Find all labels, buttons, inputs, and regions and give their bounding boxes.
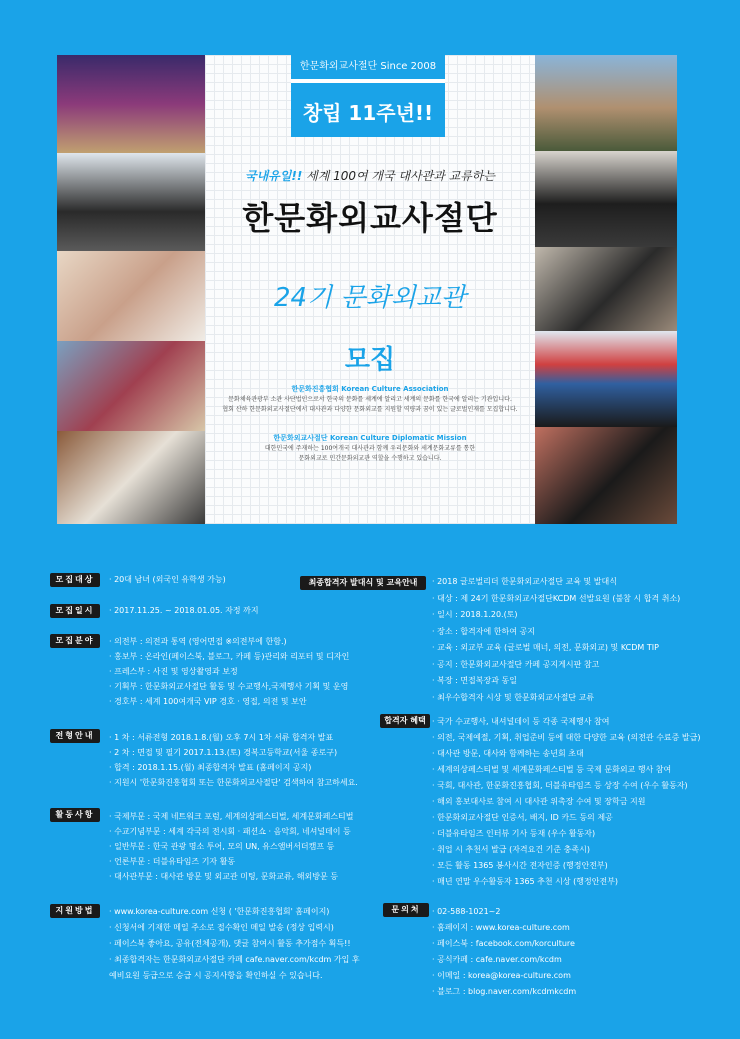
- org-desc-kca: [205, 395, 535, 415]
- section-target: [109, 574, 226, 586]
- facebook-link[interactable]: · 페이스북 : facebook.com/korculture: [432, 939, 575, 948]
- info-line: · 국가 수교행사, 내셔널데이 등 각종 국제행사 참여: [432, 717, 610, 726]
- info-line: · 지원시 '한문화진흥협회 또는 한문화외교사절단' 검색하여 참고하세요.: [109, 778, 358, 787]
- embassy-photo: [535, 247, 677, 331]
- info-line: · 취업 시 추천서 발급 (자격요건 기준 충족시): [432, 845, 590, 854]
- section-apply: [109, 904, 360, 984]
- info-line: · 세계의상페스티벌 및 세계문화페스티벌 등 국제 문화외교 행사 참여: [432, 765, 672, 774]
- recruit-title: 모집: [344, 345, 396, 375]
- info-line: · 신청서에 기재한 메일 주소로 접수확인 메일 발송 (정상 입력시): [109, 923, 334, 932]
- blog-link[interactable]: · 블로그 : blog.naver.com/kcdmkcdm: [432, 987, 577, 996]
- section-period: [109, 605, 259, 617]
- label-selection: 전형안내: [50, 729, 100, 743]
- info-line: · 프레스부 : 사진 및 영상촬영과 보정: [109, 667, 238, 676]
- label-fields: 모집분야: [50, 634, 100, 648]
- info-line: · 홍보부 : 온라인(페이스북, 블로그, 카페 등)관리와 리포터 및 디자인: [109, 652, 350, 661]
- desc-line: 문화체육관광부 소관 사단법인으로서 한국의 문화를 세계에 알리고 세계의 문화를 한국에 알리는 기관입니다.: [228, 396, 512, 403]
- anniversary-banner: 창립 11주년!!: [291, 79, 445, 137]
- right-photo-column: [535, 55, 677, 524]
- info-line: · 의전, 국제예절, 기획, 취업준비 등에 대한 다양한 교육 (의전관 수료증 발급): [432, 733, 701, 742]
- lineup-photo: [535, 427, 677, 524]
- info-line: · 대상 : 제 24기 한문화외교사절단KCDM 선발요원 (불참 시 합격 취소): [432, 593, 681, 603]
- poster-center: [205, 55, 535, 524]
- info-line: · 언론부문 : 더블유타임즈 기자 활동: [109, 857, 236, 866]
- info-line: · 1 차 : 서류전형 2018.1.8.(월) 오후 7시 1차 서류 합격자 발표: [109, 733, 334, 742]
- info-line: · 2018 글로벌리더 한문화외교사절단 교육 및 발대식: [432, 577, 617, 586]
- section-fields: [109, 634, 349, 709]
- group-photo: [57, 153, 205, 251]
- poster: [57, 55, 677, 524]
- study-photo: [57, 251, 205, 341]
- info-line: · www.korea-culture.com 신청 ( '한문화진흥협회' 홈페이지): [109, 907, 330, 916]
- label-apply: 지원방법: [50, 904, 100, 918]
- outdoor-photo: [535, 55, 677, 151]
- info-line: · 국제부문 : 국제 네트워크 포럼, 세계의상페스티벌, 세계문화페스티벌: [109, 812, 354, 821]
- info-line: · 페이스북 좋아요, 공유(전체공개), 댓글 참여시 활동 추가점수 획득!!: [109, 939, 351, 948]
- label-activities: 활동사항: [50, 808, 100, 822]
- info-line: · 대사관 방문, 대사와 함께하는 송년회 초대: [432, 749, 584, 758]
- label-period: 모집일시: [50, 604, 100, 618]
- info-line: · 2 차 : 면접 및 필기 2017.1.13.(토) 경복고등학교(서울 종로구): [109, 748, 338, 757]
- info-line: · 일시 : 2018.1.20.(토): [432, 610, 518, 619]
- ceremony-photo: [57, 55, 205, 153]
- label-contact: 문의처: [383, 903, 429, 917]
- org-desc-kcdm: [205, 444, 535, 464]
- poster-title: 한문화외교사절단: [242, 199, 498, 237]
- info-line: · 교육 : 외교부 교육 (글로벌 매너, 의전, 문화외교) 및 KCDM TIP: [432, 643, 659, 652]
- info-line: · 기획부 : 한문화외교사절단 활동 및 수교행사,국제행사 기획 및 운영: [109, 682, 349, 691]
- info-line: · 일반부문 : 한국 관광 명소 투어, 모의 UN, 유스앰버서더캠프 등: [109, 842, 335, 851]
- section-orientation: [432, 574, 680, 706]
- info-line: · 모든 활동 1365 봉사시간 전자인증 (행정안전부): [432, 861, 608, 870]
- phone-number: · 02-588-1021~2: [432, 907, 501, 916]
- poster-subtitle: [205, 167, 535, 184]
- team-photo: [535, 151, 677, 247]
- subtitle-highlight: 국내유일!!: [244, 169, 303, 183]
- info-line: · 의전부 : 의전과 통역 (영어면접 ※의전부에 한함.): [109, 637, 287, 646]
- section-contact: [432, 904, 576, 1000]
- info-line: · 국회, 대사관, 한문화진흥협회, 더블유타임즈 등 상장 수여 (우수 활동자): [432, 781, 688, 790]
- info-line: · 매년 연말 우수활동자 1365 추천 시상 (행정안전부): [432, 877, 619, 886]
- info-line: 예비요원 등급으로 승급 시 공지사항을 확인하실 수 있습니다.: [109, 971, 323, 980]
- meeting-photo: [57, 431, 205, 524]
- info-line: · 수교기념부문 : 세계 각국의 전시회 · 패션쇼 · 음악회, 네셔널데이 등: [109, 827, 351, 836]
- cohort-title: 24기 문화외교관: [273, 283, 467, 313]
- info-line: · 공지 : 한문화외교사절단 카페 공지게시판 참고: [432, 659, 600, 669]
- desc-line: 협회 산하 한문화외교사절단에서 대사관과 다양한 문화외교를 지원할 역량과 꿈이 있는 글로벌인재를 모집합니다.: [222, 406, 518, 413]
- since-banner: 한문화외교사절단 Since 2008: [291, 55, 445, 79]
- section-benefits: [432, 714, 701, 890]
- cafe-link[interactable]: · 공식카페 : cafe.naver.com/kcdm: [432, 955, 562, 964]
- info-line: · 합격 : 2018.1.15.(월) 최종합격자 발표 (홈페이지 공지): [109, 763, 312, 772]
- email-link[interactable]: · 이메일 : korea@korea-culture.com: [432, 971, 571, 980]
- org-name-kca: 한문화진흥협회 Korean Culture Association: [291, 385, 449, 393]
- label-orientation: 최종합격자 발대식 및 교육안내: [300, 576, 426, 590]
- desc-line: 대한민국에 주재하는 100여개국 대사관과 함께 우리문화와 세계문화교류를 통한: [264, 445, 476, 452]
- info-line: · 2017.11.25. ~ 2018.01.05. 자정 까지: [109, 606, 259, 615]
- info-line: · 해외 홍보대사로 참여 시 대사관 위촉장 수여 및 장학금 지원: [432, 797, 646, 806]
- flags-photo: [535, 331, 677, 427]
- section-selection: [109, 730, 358, 790]
- info-line: · 복장 : 면접복장과 동일: [432, 676, 517, 685]
- friends-photo: [57, 341, 205, 431]
- info-line: · 장소 : 합격자에 한하여 공지: [432, 626, 535, 636]
- label-benefits: 합격자 혜택: [380, 714, 430, 728]
- org-name-kcdm: 한문화외교사절단 Korean Culture Diplomatic Mission: [273, 434, 467, 442]
- homepage-link[interactable]: · 홈페이지 : www.korea-culture.com: [432, 923, 570, 932]
- left-photo-column: [57, 55, 205, 524]
- info-line: · 최우수합격자 시상 및 한문화외교사절단 교류: [432, 692, 595, 702]
- info-line: · 20대 남녀 (외국인 유학생 가능): [109, 575, 226, 584]
- subtitle-text: 세계 100여 개국 대사관과 교류하는: [302, 169, 495, 183]
- label-target: 모집대상: [50, 573, 100, 587]
- info-line: · 최종합격자는 한문화외교사절단 카페 cafe.naver.com/kcdm 가입 후: [109, 955, 360, 964]
- info-line: · 더블유타임즈 인터뷰 기사 등재 (우수 활동자): [432, 829, 596, 838]
- info-line: · 대사관부문 : 대사관 방문 및 외교관 미팅, 문화교류, 해외방문 등: [109, 872, 338, 881]
- info-line: · 경호부 : 세계 100여개국 VIP 경호 · 영접, 의전 및 보안: [109, 697, 307, 706]
- section-activities: [109, 809, 354, 884]
- info-line: · 한문화외교사절단 인증서, 배지, ID 카드 등의 제공: [432, 813, 613, 822]
- desc-line: 문화외교로 민간문화외교관 역할을 수행하고 있습니다.: [298, 455, 442, 462]
